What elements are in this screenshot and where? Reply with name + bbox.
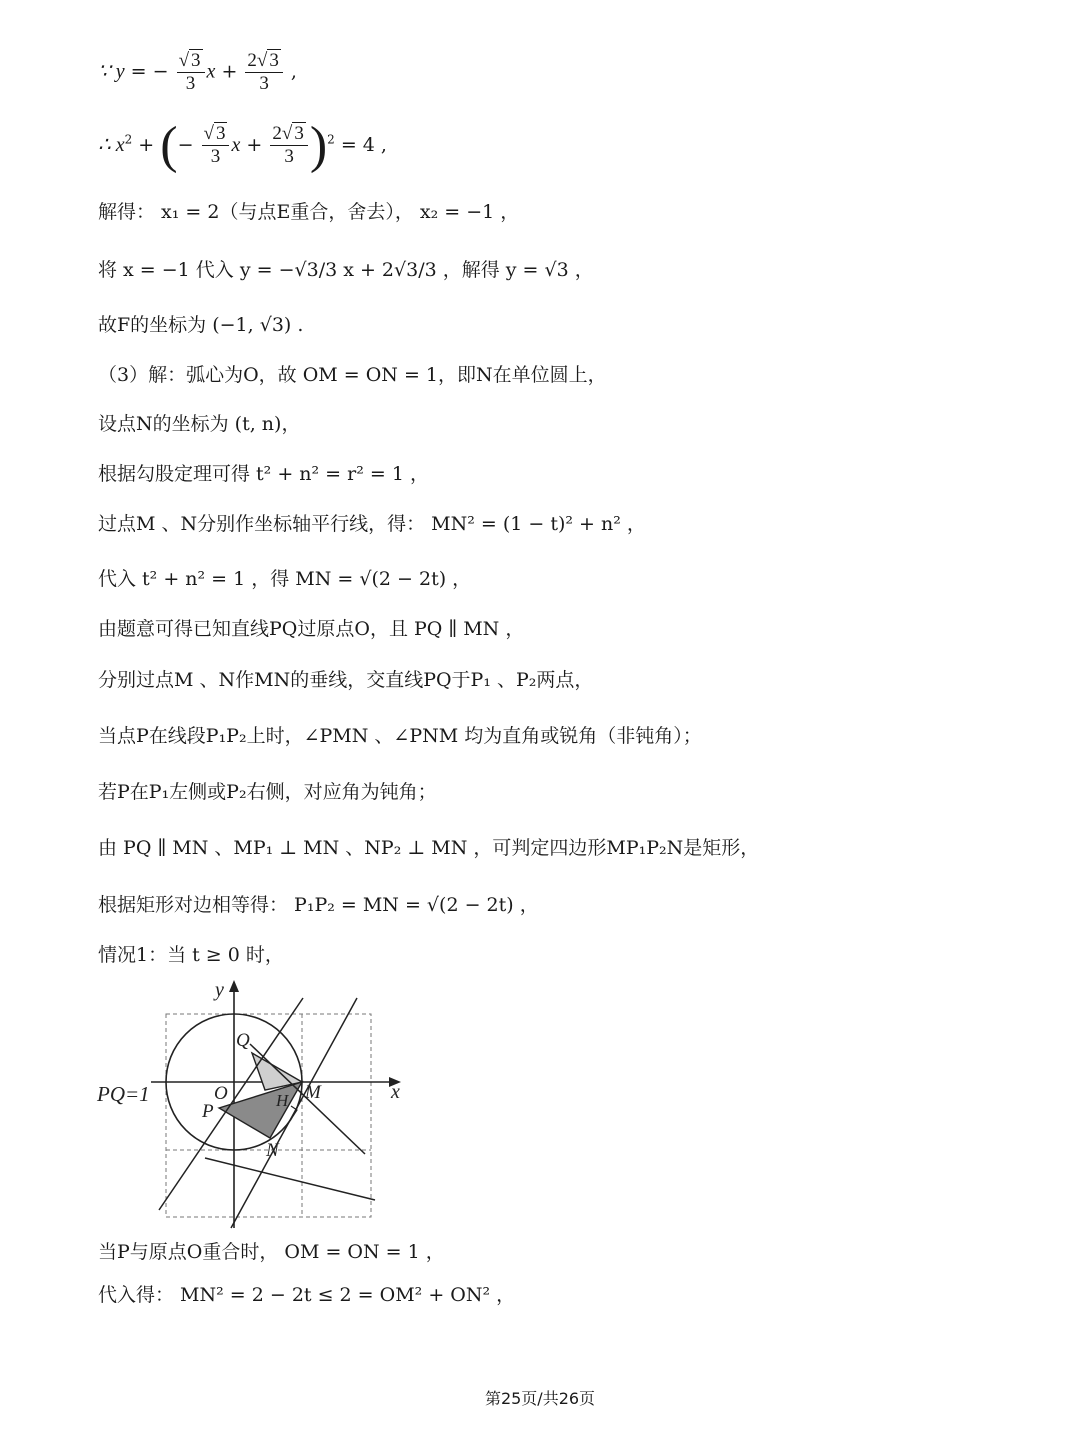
text-line: 根据矩形对边相等得： P₁P₂ = MN = √(2 − 2t) ， [98,894,539,916]
page-number: 第25页/共26页 [484,1389,596,1408]
label-n: N [266,1140,279,1161]
text-line: 根据勾股定理可得 t² + n² = r² = 1 ， [98,463,429,485]
label-y: y [215,979,224,1001]
text-line: 情况1：当 t ≥ 0 时， [98,944,284,966]
right-angle-mark [291,1106,297,1116]
text-line: 若P在P₁左侧或P₂右侧，对应角为钝角； [98,781,437,803]
label-pq-side: PQ=1 [97,1082,150,1106]
label-o: O [214,1083,228,1104]
equation-line-y: ∵ y = − $\frac{√ 3}{3}$ x + $\frac{2√ 3}{3}$ , [98,50,297,94]
y-axis-arrow [229,980,239,992]
label-x: x [391,1081,400,1103]
text-line: 由题意可得已知直线PQ过原点O，且 PQ ∥ MN ， [98,618,525,640]
shaded-triangle-lower [219,1082,302,1138]
label-h: H [276,1091,289,1110]
text-line: 分别过点M 、N作MN的垂线，交直线PQ于P₁ 、P₂两点， [98,669,594,691]
text-line: 设点N的坐标为 (t, n)， [98,413,301,435]
text-line: 解得： x₁ = 2（与点E重合，舍去）， x₂ = −1 ， [98,201,520,223]
text-line: （3）解：弧心为O，故 OM = ON = 1，即N在单位圆上， [98,364,607,386]
equation-line-circle: ∴ $x^2$ + (− $\frac{√ 3}{3}$ x + $\frac{2√ 3}{3}$ )$^2$ = 4 , [98,117,387,174]
text-line: 当点P在线段P₁P₂上时，∠PMN 、∠PNM 均为直角或锐角（非钝角）； [98,725,702,747]
text-line: 当P与原点O重合时， OM = ON = 1 ， [98,1241,445,1263]
text-line: 代入得： MN² = 2 − 2t ≤ 2 = OM² + ON² ， [98,1284,516,1306]
text-line: 过点M 、N分别作坐标轴平行线，得： MN² = (1 − t)² + n² ， [98,513,646,535]
text-line: 故F的坐标为 (−1, √3) . [98,314,304,336]
text-line: 将 x = −1 代入 y = −√3/3 x + 2√3/3 ，解得 y = √3 ， [98,259,594,281]
label-q: Q [236,1030,250,1051]
label-m: M [305,1082,321,1103]
text-line: 代入 t² + n² = 1 ，得 MN = √(2 − 2t) ， [98,568,472,590]
label-p: P [202,1101,214,1122]
text-line: 由 PQ ∥ MN 、MP₁ ⊥ MN 、NP₂ ⊥ MN ，可判定四边形MP₁P₂N是矩形， [98,837,760,859]
geometry-figure [95,978,415,1238]
